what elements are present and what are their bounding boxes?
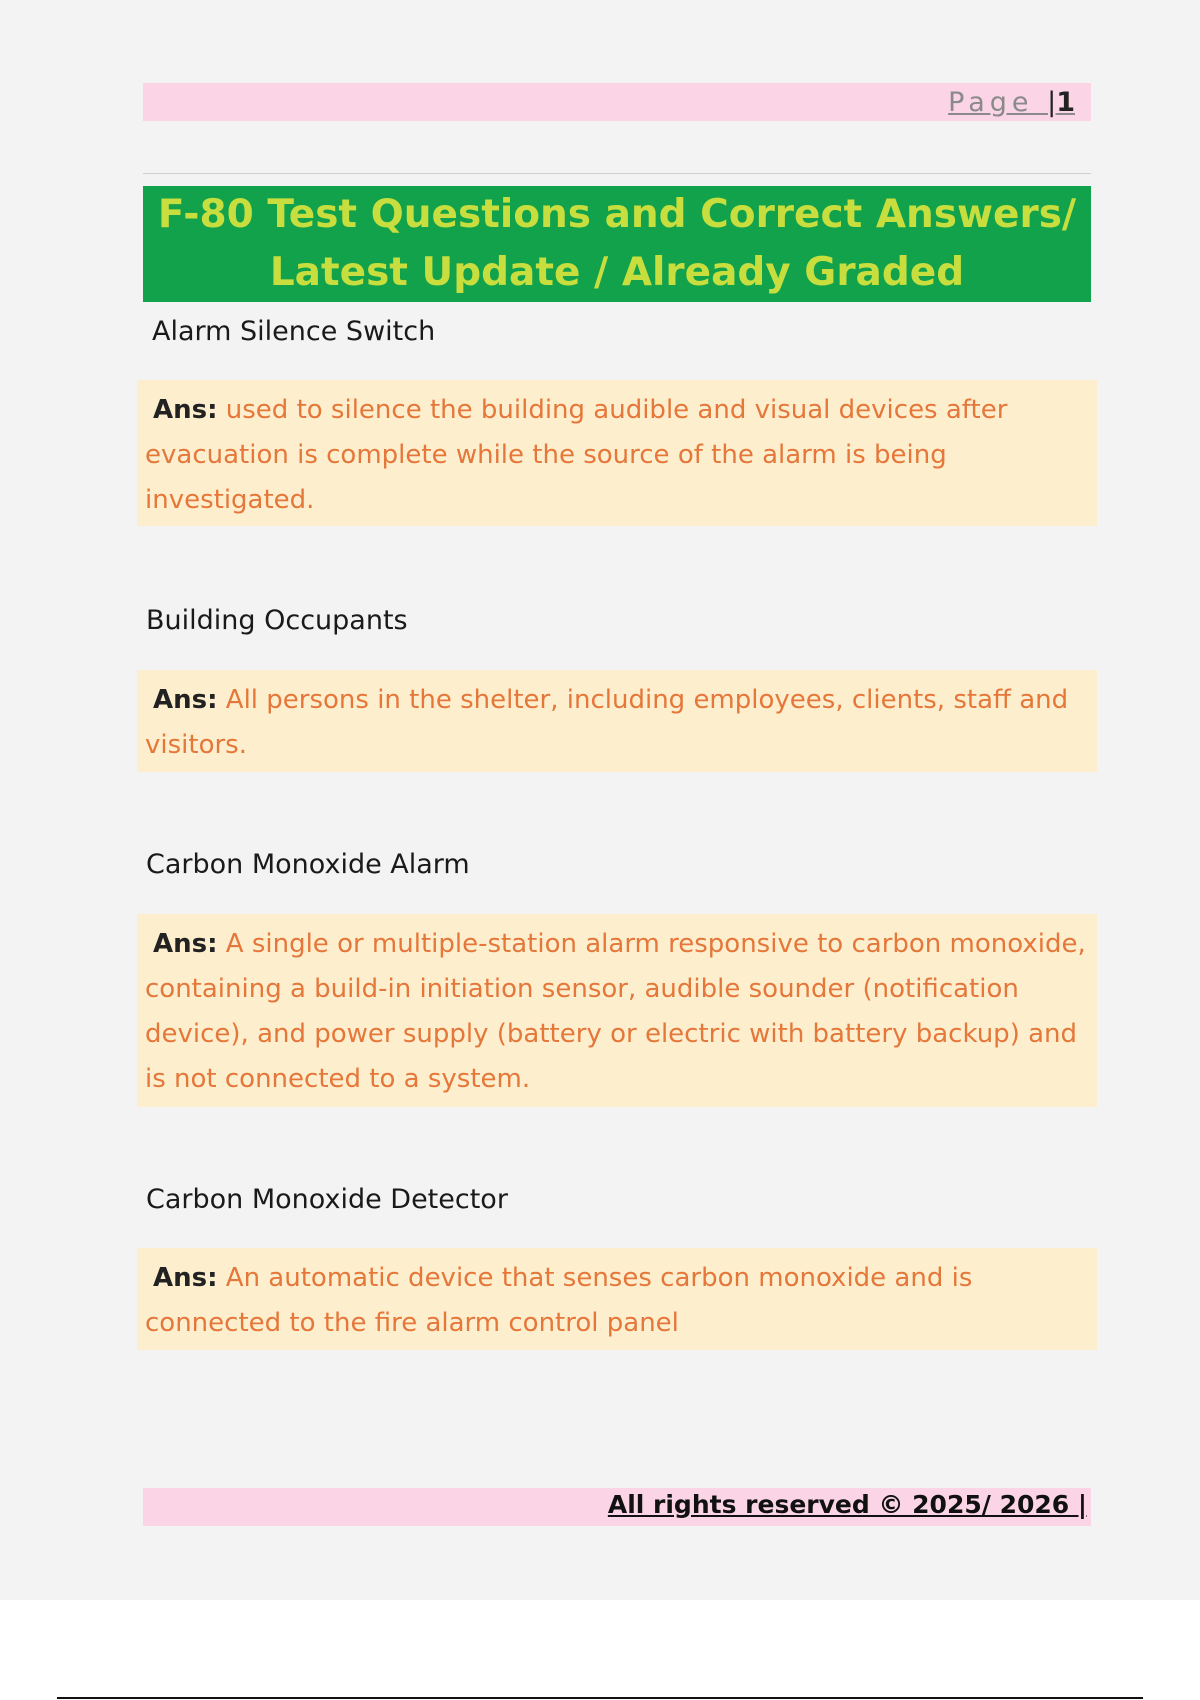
question-term: Carbon Monoxide Alarm: [146, 849, 470, 880]
question-term: Building Occupants: [146, 605, 408, 636]
answer-text: All persons in the shelter, including employees, clients, staff and visitors.: [145, 685, 1069, 760]
page-header: [143, 83, 1091, 121]
page-word: Page: [948, 87, 1034, 118]
title-line-1: F-80 Test Questions and Correct Answers/: [157, 192, 1077, 237]
page-separator: |: [1047, 87, 1057, 118]
document-title: [158, 186, 1076, 302]
answer-text: used to silence the building audible and visual devices after evacuation is complete while the source of the alarm is being investigated.: [145, 395, 1008, 515]
answer-label: Ans:: [153, 929, 218, 959]
answer-box: [137, 670, 1097, 772]
title-banner: [143, 186, 1091, 302]
answer-box: [137, 380, 1097, 526]
copyright-notice: All rights reserved © 2025/ 2026 |: [607, 1490, 1087, 1519]
page-number: 1: [1056, 87, 1075, 118]
answer-box: [137, 1248, 1097, 1350]
answer-label: Ans:: [153, 685, 218, 715]
answer-text: A single or multiple-station alarm responsive to carbon monoxide, containing a build-in initiation sensor, audible sounder (notification device), and power supply (battery or electric with battery backup) and is not connected to a system.: [145, 929, 1086, 1094]
answer-text: An automatic device that senses carbon monoxide and is connected to the fire alarm control panel: [145, 1263, 973, 1338]
answer-label: Ans:: [153, 1263, 218, 1293]
bottom-divider: [57, 1697, 1143, 1699]
title-line-2: Latest Update / Already Graded: [269, 250, 965, 295]
page-number-label: [948, 87, 1075, 118]
question-term: Alarm Silence Switch: [152, 316, 436, 347]
answer-box: [137, 914, 1097, 1107]
question-term: Carbon Monoxide Detector: [146, 1184, 508, 1215]
answer-label: Ans:: [153, 395, 218, 425]
header-divider: [143, 173, 1091, 174]
page-footer: [143, 1488, 1091, 1526]
